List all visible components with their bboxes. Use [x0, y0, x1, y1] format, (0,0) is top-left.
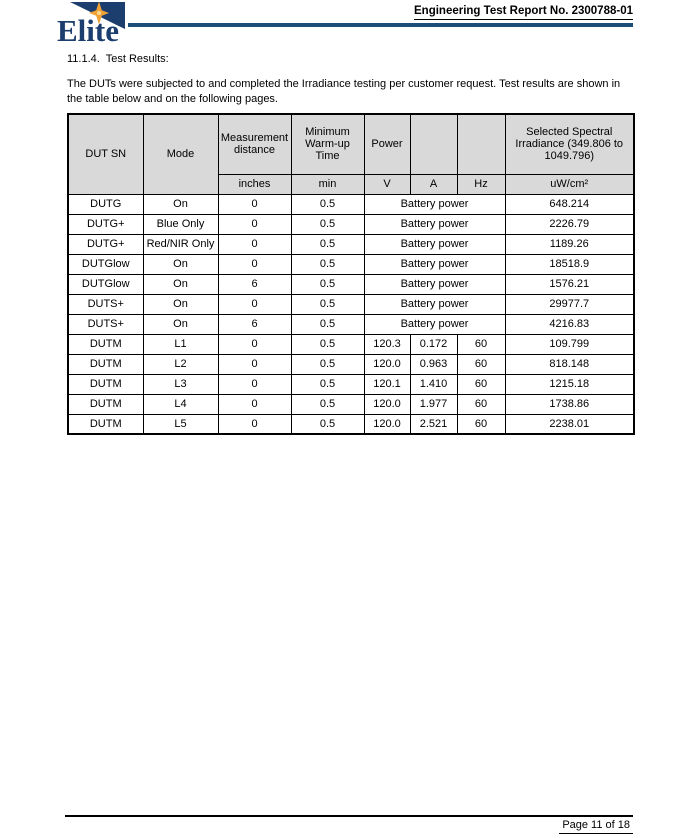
cell-mode: L3 [143, 374, 218, 394]
cell-distance: 0 [218, 214, 291, 234]
cell-irradiance: 1189.26 [505, 234, 634, 254]
cell-mode: Blue Only [143, 214, 218, 234]
cell-hertz: 60 [457, 374, 505, 394]
cell-warmup: 0.5 [291, 234, 364, 254]
cell-irradiance: 29977.7 [505, 294, 634, 314]
cell-hertz: 60 [457, 414, 505, 434]
cell-warmup: 0.5 [291, 314, 364, 334]
table-row [68, 374, 634, 394]
cell-mode: L1 [143, 334, 218, 354]
cell-volts: 120.3 [364, 334, 410, 354]
cell-amps: 1.977 [410, 394, 457, 414]
cell-warmup: 0.5 [291, 254, 364, 274]
cell-distance: 0 [218, 234, 291, 254]
cell-distance: 0 [218, 294, 291, 314]
cell-irradiance: 109.799 [505, 334, 634, 354]
cell-mode: On [143, 254, 218, 274]
cell-irradiance: 18518.9 [505, 254, 634, 274]
cell-dut-sn: DUTG+ [68, 234, 143, 254]
cell-irradiance: 4216.83 [505, 314, 634, 334]
col-header-dut-sn: DUT SN [68, 114, 143, 194]
cell-warmup: 0.5 [291, 394, 364, 414]
cell-volts: 120.0 [364, 354, 410, 374]
test-results-table [67, 113, 635, 435]
table-row [68, 414, 634, 434]
cell-dut-sn: DUTM [68, 354, 143, 374]
cell-mode: L2 [143, 354, 218, 374]
col-header-blank-a [410, 114, 457, 174]
cell-power: Battery power [364, 234, 505, 254]
cell-power: Battery power [364, 194, 505, 214]
cell-dut-sn: DUTG+ [68, 214, 143, 234]
table-header-row [68, 114, 634, 174]
cell-irradiance: 1576.21 [505, 274, 634, 294]
col-header-blank-hz [457, 114, 505, 174]
table-row [68, 254, 634, 274]
cell-irradiance: 818.148 [505, 354, 634, 374]
unit-inches: inches [218, 174, 291, 194]
table-row [68, 354, 634, 374]
table-row [68, 194, 634, 214]
unit-amps: A [410, 174, 457, 194]
cell-distance: 0 [218, 354, 291, 374]
cell-amps: 2.521 [410, 414, 457, 434]
page-number: Page 11 of 18 [559, 819, 633, 834]
cell-irradiance: 1738.86 [505, 394, 634, 414]
cell-warmup: 0.5 [291, 334, 364, 354]
cell-mode: On [143, 294, 218, 314]
cell-volts: 120.0 [364, 414, 410, 434]
table-row [68, 274, 634, 294]
cell-dut-sn: DUTM [68, 414, 143, 434]
results-table-body [68, 194, 634, 434]
cell-hertz: 60 [457, 334, 505, 354]
cell-mode: On [143, 194, 218, 214]
cell-power: Battery power [364, 294, 505, 314]
cell-distance: 0 [218, 194, 291, 214]
cell-warmup: 0.5 [291, 274, 364, 294]
cell-mode: Red/NIR Only [143, 234, 218, 254]
unit-min: min [291, 174, 364, 194]
cell-dut-sn: DUTGlow [68, 254, 143, 274]
cell-distance: 6 [218, 274, 291, 294]
cell-distance: 0 [218, 334, 291, 354]
footer-rule [65, 815, 633, 817]
cell-amps: 0.963 [410, 354, 457, 374]
cell-dut-sn: DUTGlow [68, 274, 143, 294]
report-title: Engineering Test Report No. 2300788-01 [414, 5, 633, 20]
cell-distance: 0 [218, 254, 291, 274]
cell-power: Battery power [364, 254, 505, 274]
unit-volts: V [364, 174, 410, 194]
cell-amps: 1.410 [410, 374, 457, 394]
table-row [68, 234, 634, 254]
col-header-power: Power [364, 114, 410, 174]
header-accent-rule [128, 23, 633, 27]
table-row [68, 394, 634, 414]
cell-warmup: 0.5 [291, 374, 364, 394]
col-header-mode: Mode [143, 114, 218, 194]
section-heading: 11.1.4. Test Results: [67, 53, 169, 65]
cell-warmup: 0.5 [291, 294, 364, 314]
cell-warmup: 0.5 [291, 414, 364, 434]
col-header-spectral-irradiance: Selected Spectral Irradiance (349.806 to 1049.796) [505, 114, 634, 174]
elite-logo-graphic [57, 1, 131, 43]
cell-distance: 0 [218, 374, 291, 394]
logo-wordmark: Elite [57, 13, 119, 43]
cell-power: Battery power [364, 274, 505, 294]
cell-distance: 0 [218, 414, 291, 434]
cell-dut-sn: DUTM [68, 374, 143, 394]
cell-irradiance: 648.214 [505, 194, 634, 214]
cell-mode: On [143, 274, 218, 294]
col-header-measurement-distance: Measurement distance [218, 114, 291, 174]
cell-power: Battery power [364, 314, 505, 334]
cell-hertz: 60 [457, 394, 505, 414]
cell-dut-sn: DUTG [68, 194, 143, 214]
cell-mode: L4 [143, 394, 218, 414]
unit-hertz: Hz [457, 174, 505, 194]
cell-distance: 6 [218, 314, 291, 334]
cell-irradiance: 2238.01 [505, 414, 634, 434]
cell-volts: 120.1 [364, 374, 410, 394]
cell-hertz: 60 [457, 354, 505, 374]
cell-warmup: 0.5 [291, 354, 364, 374]
cell-dut-sn: DUTS+ [68, 314, 143, 334]
cell-irradiance: 1215.18 [505, 374, 634, 394]
cell-volts: 120.0 [364, 394, 410, 414]
cell-warmup: 0.5 [291, 214, 364, 234]
table-row [68, 214, 634, 234]
cell-warmup: 0.5 [291, 194, 364, 214]
col-header-warmup-time: Minimum Warm-up Time [291, 114, 364, 174]
cell-dut-sn: DUTM [68, 334, 143, 354]
cell-amps: 0.172 [410, 334, 457, 354]
cell-distance: 0 [218, 394, 291, 414]
cell-dut-sn: DUTM [68, 394, 143, 414]
table-row [68, 314, 634, 334]
cell-dut-sn: DUTS+ [68, 294, 143, 314]
table-row [68, 294, 634, 314]
unit-irradiance: uW/cm² [505, 174, 634, 194]
section-paragraph: The DUTs were subjected to and completed the Irradiance testing per customer request. Test results are shown in the table below and on the following pages. [67, 78, 621, 106]
table-row [68, 334, 634, 354]
elite-logo [57, 1, 131, 43]
cell-power: Battery power [364, 214, 505, 234]
cell-mode: On [143, 314, 218, 334]
cell-mode: L5 [143, 414, 218, 434]
cell-irradiance: 2226.79 [505, 214, 634, 234]
